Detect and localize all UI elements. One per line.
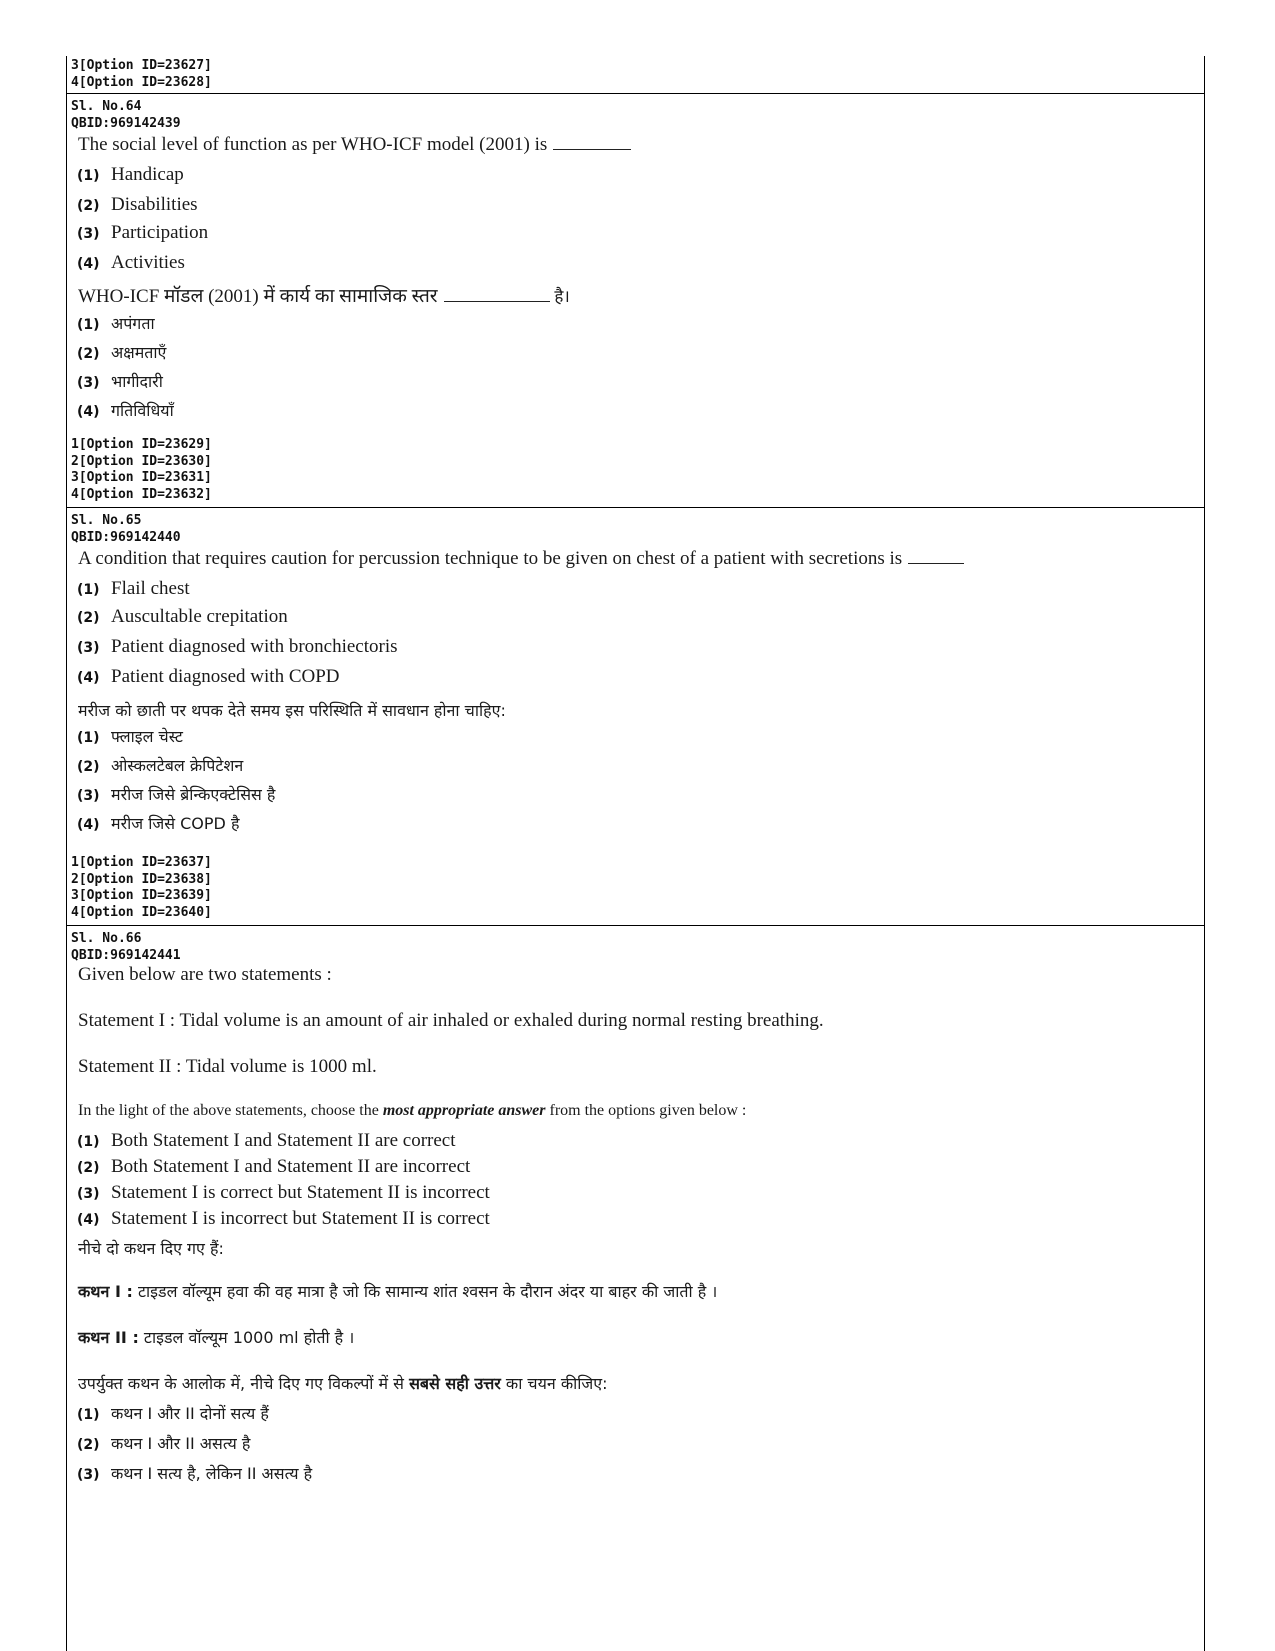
statement-1-hi: कथन I : टाइडल वॉल्यूम हवा की वह मात्रा है जो कि सामान्य शांत श्वसन के दौरान अंदर या बाहर की जाती है । <box>78 1282 718 1301</box>
option-id-line: 4[Option ID=23640] <box>71 904 212 920</box>
option-id-list <box>67 437 212 503</box>
option-hi-2: (2) ओस्कलटेबल क्रेपिटेशन <box>77 756 244 775</box>
question-block-66 <box>67 926 1204 1492</box>
serial-number: Sl. No.65 <box>71 513 142 528</box>
option-id-line: 3[Option ID=23639] <box>71 888 212 903</box>
option-en-3: (3) Statement I is correct but Statement II is incorrect <box>77 1182 490 1203</box>
qbid: QBID:969142439 <box>71 115 181 131</box>
option-hi-1: (1) कथन I और II दोनों सत्य हैं <box>77 1404 269 1423</box>
option-en-1: (1) Flail chest <box>77 578 190 599</box>
option-en-2: (2) Disabilities <box>77 194 198 215</box>
option-en-1: (1) Both Statement I and Statement II are correct <box>77 1130 456 1151</box>
option-id-line: 2[Option ID=23630] <box>71 453 212 469</box>
serial-number: Sl. No.64 <box>71 99 142 114</box>
option-hi-1: (1) अपंगता <box>77 314 155 333</box>
instruction-hi: उपर्युक्त कथन के आलोक में, नीचे दिए गए विकल्पों में से सबसे सही उत्तर का चयन कीजिए: <box>78 1374 608 1393</box>
statement-2-hi: कथन II : टाइडल वॉल्यूम 1000 ml होती है । <box>78 1328 355 1347</box>
serial-number: Sl. No.66 <box>71 931 142 946</box>
option-en-4: (4) Statement I is incorrect but Statement II is correct <box>77 1208 490 1229</box>
question-block-65 <box>67 508 1204 926</box>
question-text-en: The social level of function as per WHO-ICF model (2001) is <box>67 134 1204 164</box>
option-id-line: 3[Option ID=23627] <box>71 58 212 73</box>
instruction-en: In the light of the above statements, choose the most appropriate answer from the options given below : <box>78 1102 747 1119</box>
qbid: QBID:969142440 <box>71 529 181 545</box>
intro-en: Given below are two statements : <box>78 964 332 985</box>
qbid: QBID:969142441 <box>71 947 181 963</box>
option-hi-2: (2) अक्षमताएँ <box>77 343 167 362</box>
intro-hi: नीचे दो कथन दिए गए हैं: <box>78 1239 224 1258</box>
option-en-2: (2) Auscultable crepitation <box>77 606 288 627</box>
previous-question-option-ids <box>67 56 1204 94</box>
option-hi-3: (3) मरीज जिसे ब्रेन्किएक्टेसिस है <box>77 785 276 804</box>
option-hi-2: (2) कथन I और II असत्य है <box>77 1434 251 1453</box>
option-id-line: 4[Option ID=23628] <box>71 74 212 90</box>
option-hi-4: (4) गतिविधियाँ <box>77 401 174 420</box>
option-en-3: (3) Participation <box>77 222 209 243</box>
option-id-line: 2[Option ID=23638] <box>71 871 212 887</box>
question-paper-page <box>66 56 1205 1651</box>
statement-2-en: Statement II : Tidal volume is 1000 ml. <box>78 1056 377 1077</box>
question-text-en: A condition that requires caution for percussion technique to be given on chest of a patient with secretions is <box>67 548 1204 578</box>
option-en-3: (3) Patient diagnosed with bronchiectoris <box>77 636 398 657</box>
option-hi-1: (1) फ्लाइल चेस्ट <box>77 727 183 746</box>
option-id-line: 1[Option ID=23629] <box>71 437 212 452</box>
option-id-line: 3[Option ID=23631] <box>71 470 212 485</box>
option-id-list <box>67 855 212 921</box>
question-block-64 <box>67 94 1204 508</box>
statement-1-en: Statement I : Tidal volume is an amount of air inhaled or exhaled during normal resting breathing. <box>78 1010 824 1031</box>
option-id-line: 1[Option ID=23637] <box>71 855 212 870</box>
question-text-hi: WHO-ICF मॉडल (2001) में कार्य का सामाजिक स्तर है। <box>78 286 570 307</box>
option-id-line: 4[Option ID=23632] <box>71 486 212 502</box>
option-en-2: (2) Both Statement I and Statement II are incorrect <box>77 1156 471 1177</box>
question-text-hi: मरीज को छाती पर थपक देते समय इस परिस्थिति में सावधान होना चाहिए: <box>78 701 506 720</box>
option-en-1: (1) Handicap <box>77 164 184 185</box>
option-en-4: (4) Patient diagnosed with COPD <box>77 666 340 687</box>
option-hi-3: (3) भागीदारी <box>77 372 163 391</box>
option-en-4: (4) Activities <box>77 252 185 273</box>
option-hi-3: (3) कथन I सत्य है, लेकिन II असत्य है <box>77 1464 313 1483</box>
option-hi-4: (4) मरीज जिसे COPD है <box>77 814 240 833</box>
